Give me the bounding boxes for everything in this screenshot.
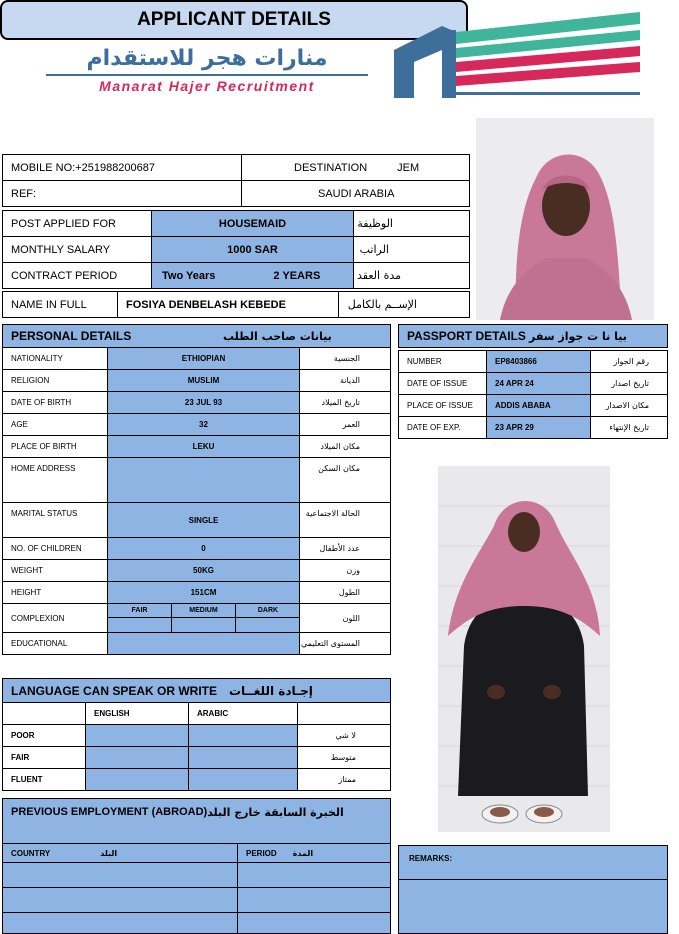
personal-row-arabic: الديانة — [299, 369, 391, 392]
employment-country-arabic: البلد — [100, 848, 118, 858]
personal-row-arabic: الجنسية — [299, 347, 391, 370]
employment-title: PREVIOUS EMPLOYMENT (ABROAD) — [11, 806, 208, 818]
passport-row-value: EP8403866 — [486, 350, 591, 373]
personal-row-label: COMPLEXION — [2, 603, 108, 633]
personal-row-arabic: عدد الأطفال — [299, 537, 391, 560]
employment-row-1-country[interactable] — [2, 862, 238, 888]
passport-row-label: PLACE OF ISSUE — [398, 394, 487, 417]
personal-row-label: HEIGHT — [2, 581, 108, 604]
logo-house-icon — [394, 10, 644, 102]
language-title: LANGUAGE CAN SPEAK OR WRITE — [11, 683, 218, 698]
personal-row-value: 151CM — [107, 581, 300, 604]
language-col-english: ENGLISH — [85, 702, 189, 725]
employment-period-col — [237, 843, 391, 863]
complexion-check-medium[interactable] — [171, 617, 236, 633]
personal-row-arabic: مكان الميلاد — [299, 435, 391, 458]
personal-row-arabic: اللون — [299, 603, 391, 633]
destination-country: SAUDI ARABIA — [241, 180, 470, 207]
personal-row-value: 32 — [107, 413, 300, 436]
logo-arabic-text: منارات هجر للاستقدام — [86, 46, 328, 71]
personal-details-title-arabic: بيانات صاحب الطلب — [223, 329, 332, 343]
salary-value: 1000 SAR — [151, 236, 354, 263]
personal-row-label: WEIGHT — [2, 559, 108, 582]
passport-row-label: DATE OF ISSUE — [398, 372, 487, 395]
passport-row-arabic: تاريخ اصدار — [590, 372, 668, 395]
passport-row-arabic: تاريخ الإنتهاء — [590, 416, 668, 439]
employment-country-col — [2, 843, 238, 863]
contract-value — [151, 262, 354, 289]
personal-row-label: NATIONALITY — [2, 347, 108, 370]
employment-row-1-period[interactable] — [237, 862, 391, 888]
personal-details-header — [2, 324, 391, 348]
complexion-options — [107, 603, 300, 633]
language-arabic-cell[interactable] — [188, 746, 298, 769]
personal-row-label: AGE — [2, 413, 108, 436]
language-english-cell[interactable] — [85, 768, 189, 791]
employment-row-3-period[interactable] — [237, 912, 391, 934]
personal-row-arabic: المستوى التعليمي — [299, 632, 391, 655]
complexion-check-fair[interactable] — [107, 617, 172, 633]
name-value: FOSIYA DENBELASH KEBEDE — [117, 291, 339, 318]
passport-row-arabic: مكان الاصدار — [590, 394, 668, 417]
personal-row-label: MARITAL STATUS — [2, 502, 108, 538]
personal-row-label: EDUCATIONAL — [2, 632, 108, 655]
language-row-label: FLUENT — [2, 768, 86, 791]
contract-value-years: 2 YEARS — [273, 269, 321, 282]
passport-row-value: 24 APR 24 — [486, 372, 591, 395]
destination-value: JEM — [397, 161, 420, 174]
employment-row-2-country[interactable] — [2, 887, 238, 913]
language-header — [2, 678, 391, 703]
remarks-box[interactable] — [398, 845, 668, 934]
personal-row-label: NO. OF CHILDREN — [2, 537, 108, 560]
logo-english-text: Manarat Hajer Recruitment — [99, 78, 315, 94]
employment-row-2-period[interactable] — [237, 887, 391, 913]
personal-row-label: DATE OF BIRTH — [2, 391, 108, 414]
personal-row-value: LEKU — [107, 435, 300, 458]
employment-period-arabic: المدة — [292, 848, 314, 858]
personal-row-value — [107, 632, 300, 655]
destination-label: DESTINATION — [294, 161, 368, 174]
language-row-label: FAIR — [2, 746, 86, 769]
personal-row-value — [107, 457, 300, 503]
passport-row-label: NUMBER — [398, 350, 487, 373]
employment-header — [2, 798, 391, 844]
remarks-divider — [399, 879, 667, 880]
employment-period-label: PERIOD — [246, 848, 277, 858]
passport-details-header — [398, 324, 668, 348]
personal-row-value: MUSLIM — [107, 369, 300, 392]
language-row-arabic: لا شي — [297, 724, 391, 747]
personal-row-value: 0 — [107, 537, 300, 560]
personal-row-label: RELIGION — [2, 369, 108, 392]
personal-details-title: PERSONAL DETAILS — [11, 329, 132, 343]
remarks-label: REMARKS: — [409, 854, 453, 863]
contract-value-words: Two Years — [162, 269, 216, 282]
complexion-option-medium[interactable]: MEDIUM — [171, 603, 236, 618]
personal-row-label: HOME ADDRESS — [2, 457, 108, 503]
full-length-illustration — [438, 466, 610, 832]
post-arabic: الوظيفة — [353, 210, 470, 237]
language-row-arabic: ممتاز — [297, 768, 391, 791]
language-row-label: POOR — [2, 724, 86, 747]
salary-arabic: الراتب — [353, 236, 470, 263]
personal-row-arabic: وزن — [299, 559, 391, 582]
passport-row-label: DATE OF EXP. — [398, 416, 487, 439]
personal-row-arabic: مكان السكن — [299, 457, 391, 503]
language-header-blank-right — [297, 702, 391, 725]
contract-label: CONTRACT PERIOD — [2, 262, 152, 289]
language-header-blank — [2, 702, 86, 725]
complexion-check-dark[interactable] — [235, 617, 300, 633]
employment-row-3-country[interactable] — [2, 912, 238, 934]
applicant-portrait-photo — [476, 118, 654, 320]
complexion-option-fair[interactable]: FAIR — [107, 603, 172, 618]
name-arabic: الإســم بالكامل — [338, 291, 470, 318]
ref-label: REF: — [2, 180, 242, 207]
applicant-full-length-photo — [438, 466, 610, 832]
passport-details-title: PASSPORT DETAILS — [407, 329, 526, 343]
passport-row-value: 23 APR 29 — [486, 416, 591, 439]
salary-label: MONTHLY SALARY — [2, 236, 152, 263]
logo-divider — [46, 74, 368, 76]
language-col-arabic: ARABIC — [188, 702, 298, 725]
language-arabic-cell[interactable] — [188, 768, 298, 791]
job-table — [2, 210, 470, 288]
personal-row-arabic: الحالة الاجتماعية — [299, 502, 391, 538]
post-label: POST APPLIED FOR — [2, 210, 152, 237]
language-english-cell[interactable] — [85, 724, 189, 747]
personal-row-arabic: العمر — [299, 413, 391, 436]
passport-details-title-arabic: بيا نا ت جواز سفر — [529, 329, 627, 343]
language-english-cell[interactable] — [85, 746, 189, 769]
page-title: APPLICANT DETAILS — [0, 0, 468, 40]
personal-row-value: 50KG — [107, 559, 300, 582]
passport-row-value: ADDIS ABABA — [486, 394, 591, 417]
personal-row-arabic: تاريخ الميلاد — [299, 391, 391, 414]
contract-arabic: مدة العقد — [353, 262, 470, 289]
personal-row-arabic: الطول — [299, 581, 391, 604]
destination-field — [241, 154, 470, 181]
complexion-option-dark[interactable]: DARK — [235, 603, 300, 618]
name-label: NAME IN FULL — [2, 291, 118, 318]
employment-country-label: COUNTRY — [11, 848, 51, 858]
employment-title-arabic: الخبرة السابقة خارج البلد — [207, 806, 344, 819]
language-arabic-cell[interactable] — [188, 724, 298, 747]
personal-row-label: PLACE OF BIRTH — [2, 435, 108, 458]
personal-row-value: SINGLE — [107, 502, 300, 538]
personal-row-value: 23 JUL 93 — [107, 391, 300, 414]
language-title-arabic: إجـادة اللغــات — [229, 683, 313, 698]
passport-row-arabic: رقم الجواز — [590, 350, 668, 373]
language-row-arabic: متوسط — [297, 746, 391, 769]
mobile-number: MOBILE NO:+251988200687 — [2, 154, 242, 181]
personal-row-value: ETHIOPIAN — [107, 347, 300, 370]
post-value: HOUSEMAID — [151, 210, 354, 237]
portrait-illustration — [476, 118, 654, 320]
